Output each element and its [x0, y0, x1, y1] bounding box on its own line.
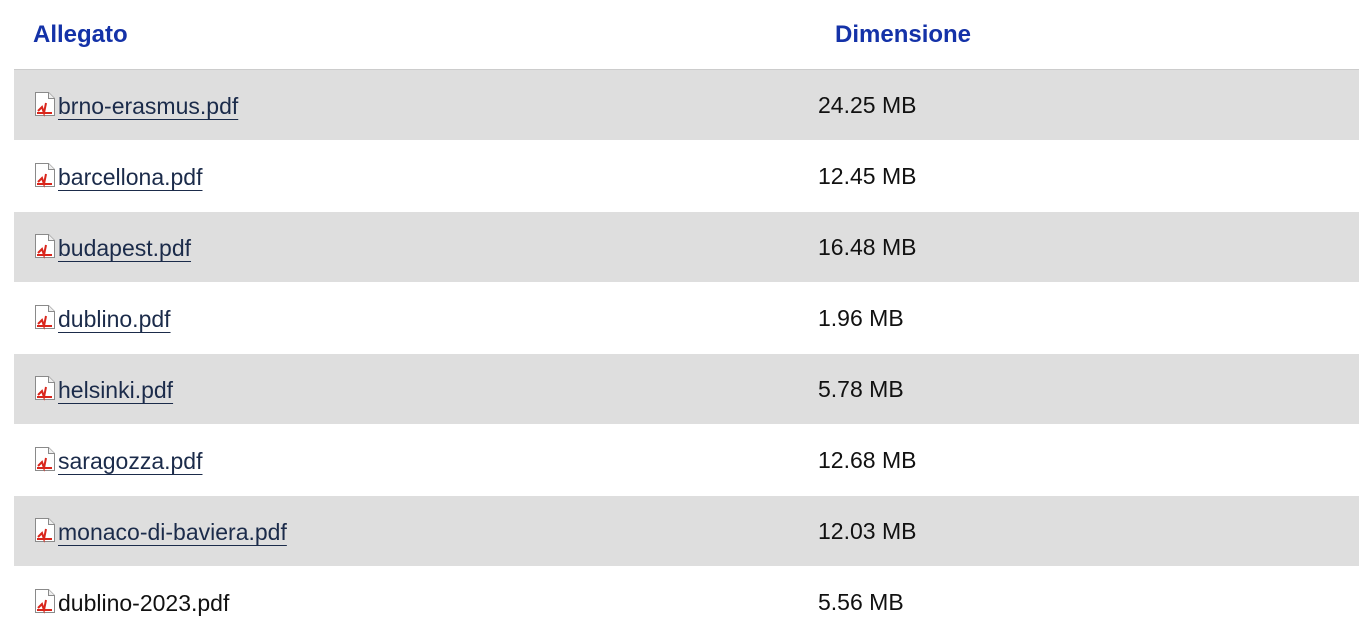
table-row — [14, 70, 1359, 141]
file-cell — [14, 496, 816, 567]
table-header-row — [14, 0, 1359, 70]
file-cell — [14, 141, 816, 212]
file-size: 1.96 MB — [816, 283, 1359, 354]
file-cell — [14, 425, 816, 496]
file-link[interactable]: helsinki.pdf — [58, 376, 174, 403]
pdf-file-icon — [33, 446, 57, 472]
pdf-file-icon — [33, 162, 57, 188]
file-link[interactable]: dublino.pdf — [58, 305, 171, 332]
file-link[interactable]: monaco-di-baviera.pdf — [58, 518, 287, 545]
pdf-file-icon — [33, 375, 57, 401]
file-cell — [14, 354, 816, 425]
pdf-file-icon — [33, 91, 57, 117]
file-size: 12.03 MB — [816, 496, 1359, 567]
column-header-size: Dimensione — [816, 0, 1359, 70]
file-link[interactable]: budapest.pdf — [58, 234, 192, 261]
table-row — [14, 425, 1359, 496]
file-link[interactable]: brno-erasmus.pdf — [58, 92, 239, 119]
table-row — [14, 354, 1359, 425]
file-link[interactable]: dublino-2023.pdf — [58, 589, 230, 616]
file-size: 5.78 MB — [816, 354, 1359, 425]
file-size: 5.56 MB — [816, 567, 1359, 638]
file-size: 12.68 MB — [816, 425, 1359, 496]
file-cell — [14, 567, 816, 638]
file-link[interactable]: saragozza.pdf — [58, 447, 203, 474]
table-row — [14, 283, 1359, 354]
table-row — [14, 212, 1359, 283]
file-size: 24.25 MB — [816, 70, 1359, 141]
table-row — [14, 141, 1359, 212]
file-size: 12.45 MB — [816, 141, 1359, 212]
attachments-table — [14, 0, 1359, 638]
file-link[interactable]: barcellona.pdf — [58, 163, 203, 190]
pdf-file-icon — [33, 233, 57, 259]
pdf-file-icon — [33, 517, 57, 543]
table-row — [14, 496, 1359, 567]
file-cell — [14, 70, 816, 141]
file-size: 16.48 MB — [816, 212, 1359, 283]
file-cell — [14, 212, 816, 283]
table-row — [14, 567, 1359, 638]
file-cell — [14, 283, 816, 354]
pdf-file-icon — [33, 304, 57, 330]
column-header-file: Allegato — [14, 0, 816, 70]
pdf-file-icon — [33, 588, 57, 614]
